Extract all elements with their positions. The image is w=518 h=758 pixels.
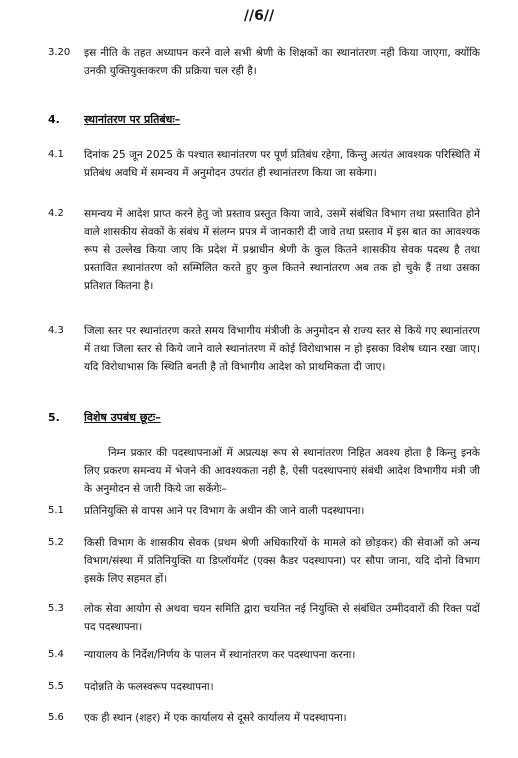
section-title: स्थानांतरण पर प्रतिबंधः– [84, 113, 181, 126]
clause-number: 5.2 [48, 537, 64, 548]
clause-text: किसी विभाग के शासकीय सेवक (प्रथम श्रेणी अधिकारियों के मामले को छोड़कर) की सेवाओं को अन्य विभाग/संस्था में प्रतिनियुक्ति या डिप्लॉयमेंट (एक्स कैडर पदस्थापना) पर सौपा जाना, यदि दोनो विभाग इसके लिए सहमत हों। [84, 537, 480, 585]
clause-text: एक ही स्थान (शहर) में एक कार्यालय से दूसरे कार्यालय में पदस्थापना। [84, 712, 347, 724]
clause-text: समन्वय में आदेश प्राप्त करने हेतु जो प्रस्ताव प्रस्तुत किया जावे, उसमें संबंधित विभाग तथा प्रस्तावित होने वाले शासकीय सेवकों के संबंध में संलग्न प्रपत्र में जानकारी दी जावे तथा प्रस्ताव में इस बात का आवश्यक रूप से उल्लेख किया जाए कि प्रदेश में प्रश्नाधीन श्रेणी के कुल कितने शासकीय सेवक पदस्थ है तथा प्रस्तावित स्थानांतरण को सम्मिलित करते हुए कुल कितने स्थानांतरण अब तक हो चुके हैं तथा उसका प्रतिशत कितना है। [84, 208, 480, 292]
clause-text: लोक सेवा आयोग से अथवा चयन समिति द्वारा चयनित नई नियुक्ति से संबंधित उम्मीदवारों की रिक्त पदों पद पदस्थापना। [84, 603, 480, 633]
clause-number: 5.3 [48, 603, 64, 614]
clause-text: न्यायालय के निर्देश/निर्णय के पालन में स्थानांतरण कर पदस्थापना करना। [84, 649, 356, 661]
clause-text: प्रतिनियुक्ति से वापस आने पर विभाग के अधीन की जाने वाली पदस्थापना। [84, 505, 365, 517]
clause-number: 4.2 [48, 208, 64, 219]
clause-number: 5.4 [48, 649, 64, 660]
clause-text: दिनांक 25 जून 2025 के पश्चात स्थानांतरण पर पूर्ण प्रतिबंध रहेगा, किन्तु अत्यंत आवश्यक परिस्थिति में प्रतिबंध अवधि में समन्वय में अनुमोदन उपरांत ही स्थानांतरण किया जा सकेगा। [84, 149, 480, 179]
intro-paragraph: निम्न प्रकार की पदस्थापनाओं में अप्रत्यक्ष रूप से स्थानांतरण निहित अवश्य होता है किन्तु इनके लिए प्रकरण समन्वय में भेजने की आवश्यकता नही है, ऐसी पदस्थापनाएं संबंधी आदेश विभागीय मंत्री जी के अनुमोदन से जारी किये जा सकेंगेः– [84, 447, 480, 495]
clause-text: इस नीति के तहत अध्यापन करने वाले सभी श्रेणी के शिक्षकों का स्थानांतरण नही किया जाएगा, क्योंकि उनकी युक्तियुक्तकरण की प्रक्रिया चल रही है। [84, 47, 480, 77]
clause-text: जिला स्तर पर स्थानांतरण करते समय विभागीय मंत्रीजी के अनुमोदन से राज्य स्तर से किये गए स्थानांतरण में तथा जिला स्तर से किये जाने वाले स्थानांतरण में कोई विरोधाभास न हो इसका विशेष ध्यान रखा जाए। यदि विरोधाभास कि स्थिति बनती है तो विभागीय आदेश को प्राथमिकता दी जाए। [84, 325, 480, 373]
clause-number: 5.5 [48, 681, 64, 692]
section-number: 5. [48, 411, 60, 424]
section-number: 4. [48, 113, 60, 126]
clause-number: 3.20 [48, 47, 71, 58]
clause-number: 4.1 [48, 149, 64, 160]
section-title: विशेष उपबंध छूटः– [84, 411, 161, 424]
clause-number: 4.3 [48, 325, 64, 336]
clause-text: पदोन्नति के फलस्वरूप पदस्थापना। [84, 681, 214, 693]
clause-number: 5.1 [48, 505, 64, 516]
clause-number: 5.6 [48, 712, 64, 723]
page-number: //6// [243, 8, 275, 24]
